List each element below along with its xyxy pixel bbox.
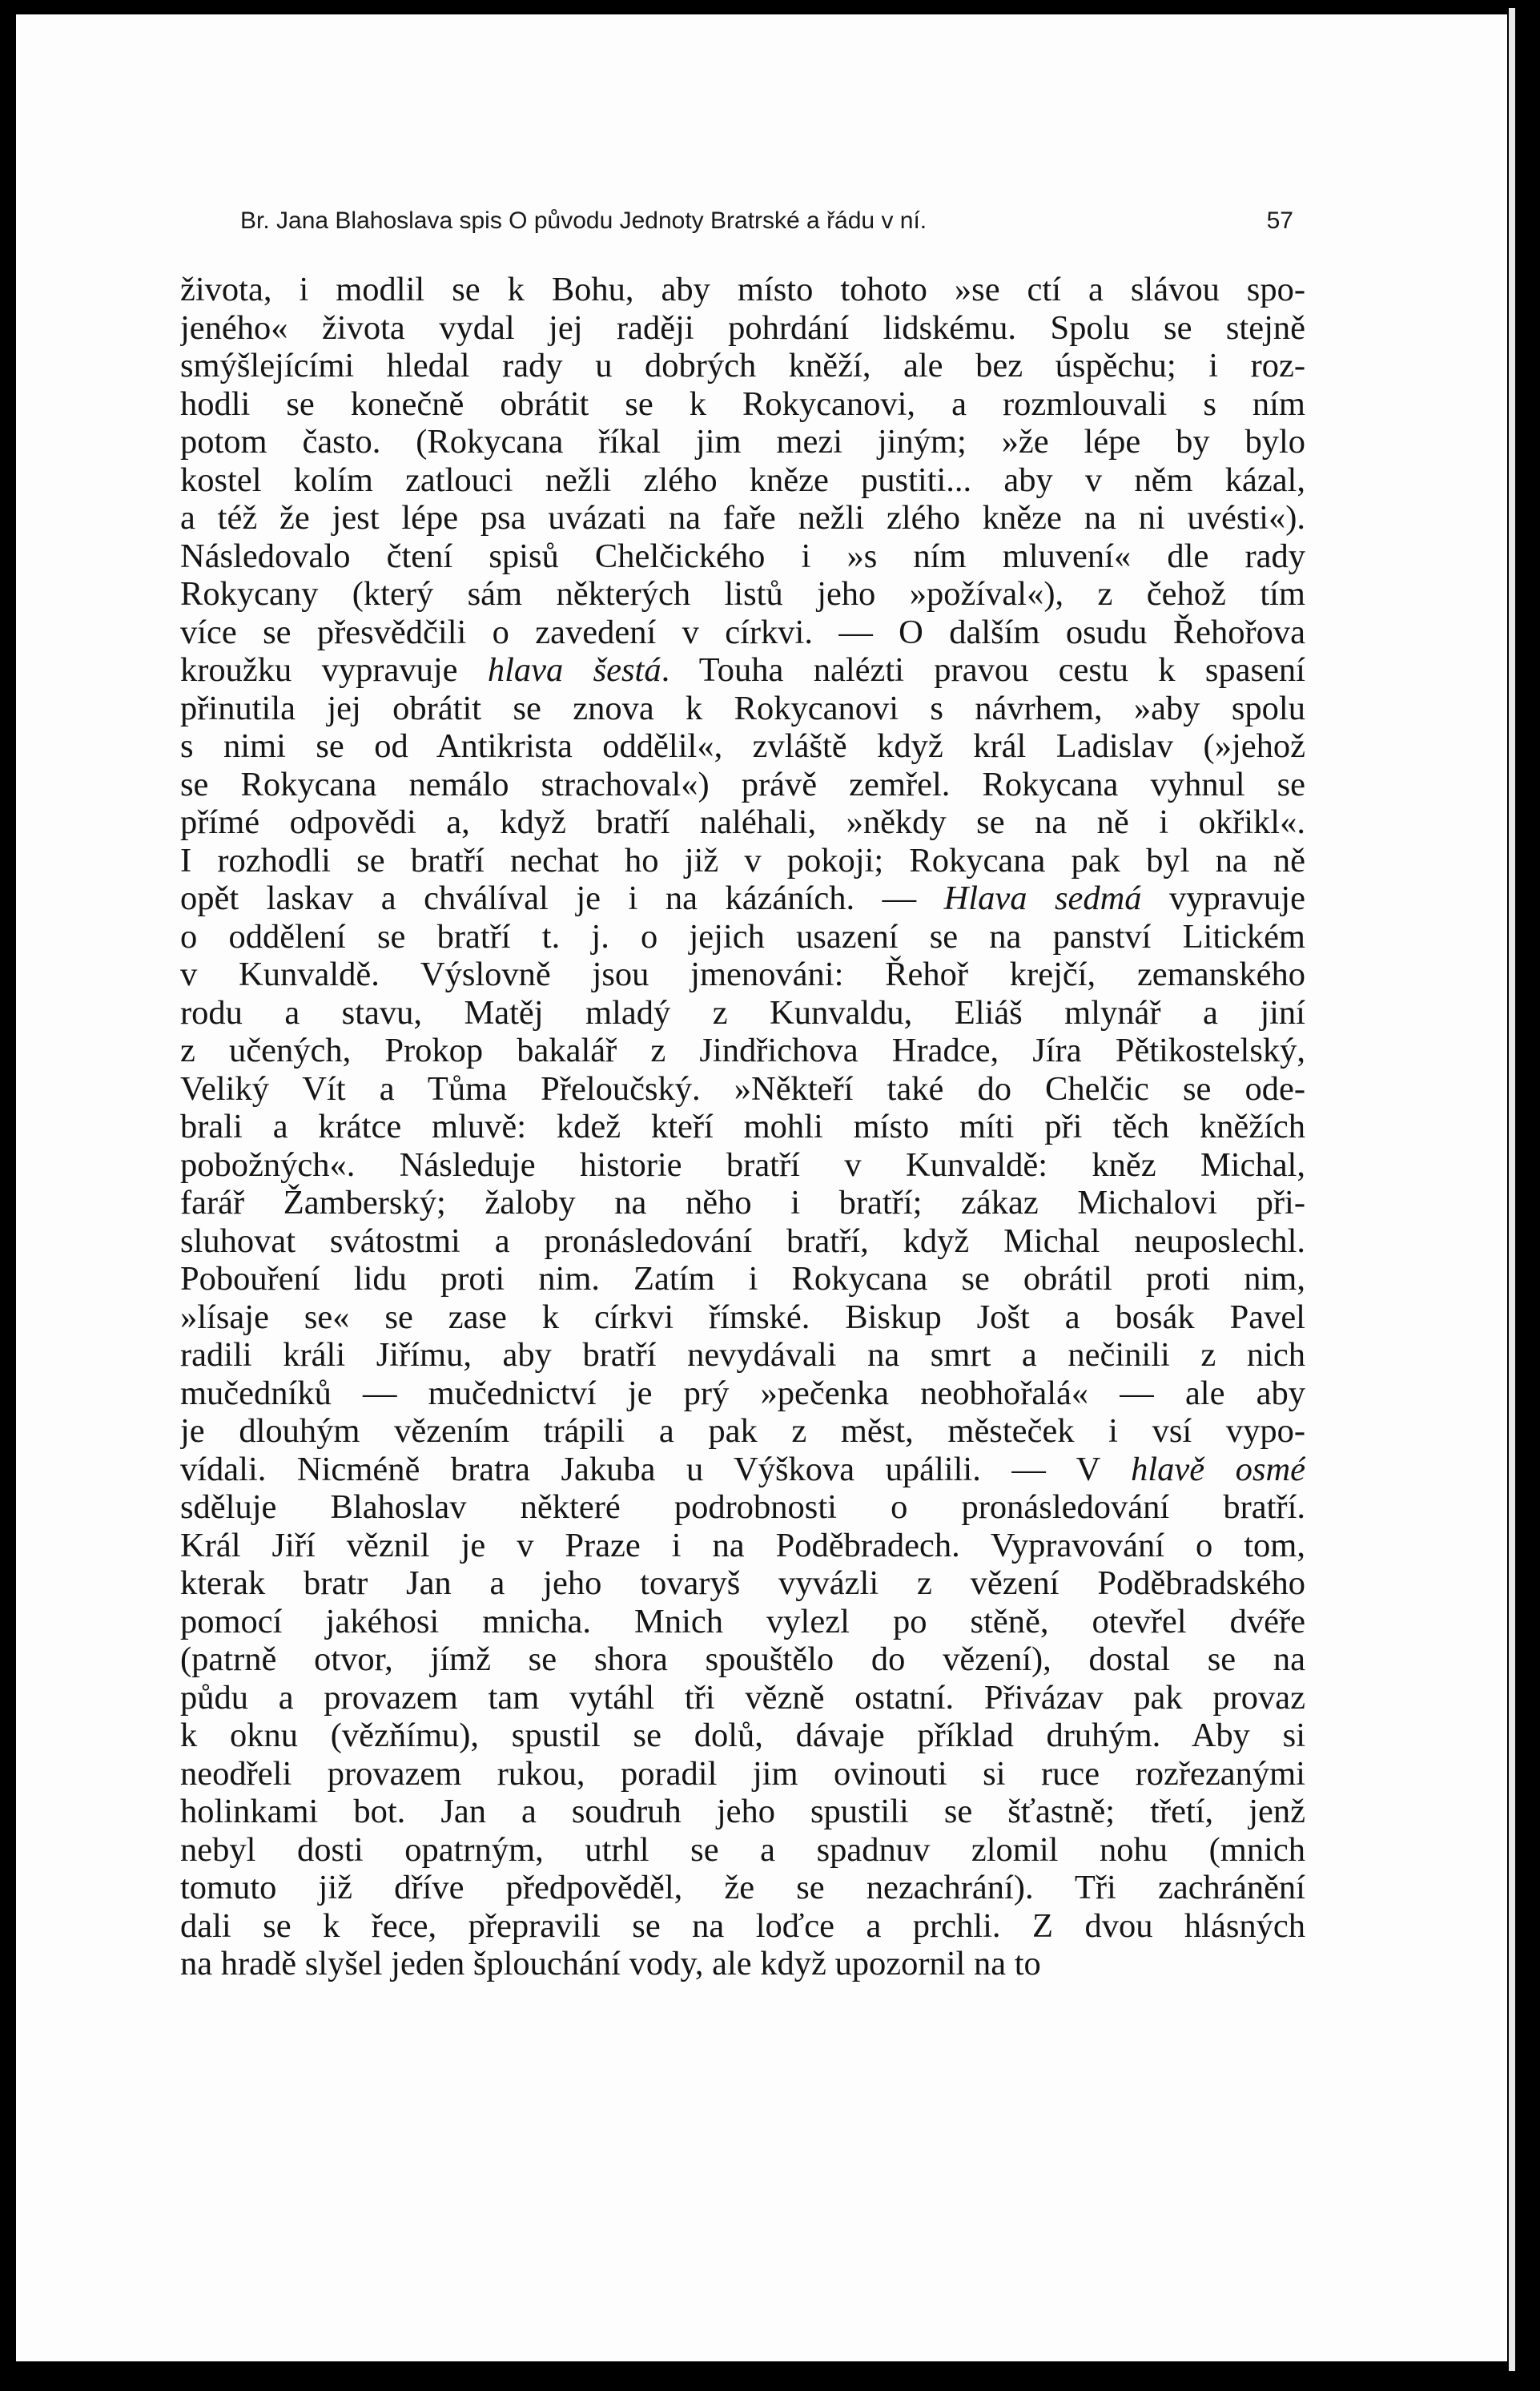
text-run: Král Jiří věznil je v Praze i na Poděbradech. Vypravování o tom, <box>180 1526 1305 1564</box>
text-run: života, i modlil se k Bohu, aby místo tohoto »se ctí a slávou spo- <box>180 271 1305 308</box>
text-line <box>180 803 1305 842</box>
text-run: vídali. Nicméně bratra Jakuba u Výškova upálili. — V <box>180 1450 1132 1488</box>
text-run: Pobouření lidu proti nim. Zatím i Rokycana se obrátil proti nim, <box>180 1260 1305 1298</box>
text-run: kroužku vypravuje <box>180 651 488 689</box>
text-line <box>180 1755 1305 1793</box>
text-line <box>180 842 1305 880</box>
text-line <box>180 423 1305 461</box>
text-run: na hradě slyšel jeden šplouchání vody, ale když upozornil na to <box>180 1945 1041 1982</box>
text-run: a též že jest lépe psa uvázati na faře nežli zlého kněze na ni uvésti«). <box>180 499 1305 537</box>
text-line <box>180 1488 1305 1527</box>
text-run: o oddělení se bratří t. j. o jejich usazení se na panství Litickém <box>180 917 1305 956</box>
text-run: smýšlejícími hledal rady u dobrých kněží, ale bez úspěchu; i roz- <box>180 347 1305 384</box>
text-run: přímé odpovědi a, když bratří naléhali, »někdy se na ně i okřikl«. <box>180 803 1305 841</box>
text-run: se Rokycana nemálo strachoval«) právě zemřel. Rokycana vyhnul se <box>180 765 1305 803</box>
text-run: brali a krátce mluvě: kdež kteří mohli místo míti při těch kněžích <box>180 1108 1305 1145</box>
running-title: Br. Jana Blahoslava spis O původu Jednoty Bratrské a řádu v ní. <box>240 207 927 234</box>
text-line <box>180 1032 1305 1070</box>
text-run: rodu a stavu, Matěj mladý z Kunvaldu, Eliáš mlynář a jiní <box>180 993 1305 1032</box>
text-line <box>180 309 1305 348</box>
text-line <box>180 994 1305 1032</box>
text-run: Následovalo čtení spisů Chelčického i »s ním mluvení« dle rady <box>180 537 1305 575</box>
page-edge <box>1509 8 1515 2371</box>
text-line <box>180 1375 1305 1413</box>
italic-reference: hlava šestá <box>487 651 661 689</box>
text-run: je dlouhým vězením trápili a pak z měst, městeček i vsí vypo- <box>180 1412 1305 1450</box>
text-run: půdu a provazem tam vytáhl tři vězně ostatní. Přivázav pak provaz <box>180 1678 1305 1717</box>
text-run: farář Žamberský; žaloby na něho i bratří; zákaz Michalovi při- <box>180 1184 1305 1222</box>
text-run: sluhovat svátostmi a pronásledování bratří, když Michal neuposlechl. <box>180 1222 1305 1260</box>
text-run: tomuto již dříve předpověděl, že se nezachrání). Tři zachránění <box>180 1869 1305 1906</box>
italic-reference: hlavě osmé <box>1131 1450 1305 1488</box>
text-line <box>180 1640 1305 1679</box>
text-line <box>180 1793 1305 1831</box>
text-run: neodřeli provazem rukou, poradil jim ovinouti si ruce rozřezanými <box>180 1754 1305 1793</box>
text-run: Rokycany (který sám některých listů jeho »požíval«), z čehož tím <box>180 575 1305 613</box>
text-line <box>180 347 1305 385</box>
italic-reference: Hlava sedmá <box>943 880 1142 917</box>
running-header <box>240 200 1293 242</box>
text-line <box>180 499 1305 537</box>
text-line <box>180 651 1305 690</box>
text-run: v Kunvaldě. Výslovně jsou jmenováni: Řehoř krejčí, zemanského <box>180 956 1305 993</box>
text-run: kostel kolím zatlouci nežli zlého kněze pustiti... aby v něm kázal, <box>180 461 1305 499</box>
text-run: »lísaje se« se zase k církvi římské. Biskup Jošt a bosák Pavel <box>180 1298 1305 1336</box>
text-line <box>180 1298 1305 1337</box>
text-run: vypravuje <box>1141 880 1305 917</box>
text-run: Veliký Vít a Tůma Přeloučský. »Někteří také do Chelčic se ode- <box>180 1069 1305 1108</box>
text-run: kterak bratr Jan a jeho tovaryš vyvázli z vězení Poděbradského <box>180 1564 1305 1602</box>
text-run: opět laskav a chválíval je i na kázáních. — <box>180 880 944 917</box>
text-line <box>180 1146 1305 1185</box>
text-line <box>180 1527 1305 1565</box>
text-run: více se přesvědčili o zavedení v církvi. — O dalším osudu Řehořova <box>180 613 1305 651</box>
text-run: dali se k řece, přepravili se na loďce a prchli. Z dvou hlásných <box>180 1906 1305 1945</box>
text-line <box>180 880 1305 918</box>
text-run: přinutila jej obrátit se znova k Rokycanovi s návrhem, »aby spolu <box>180 689 1305 727</box>
text-line <box>180 1336 1305 1375</box>
text-line <box>180 1070 1305 1109</box>
text-line <box>180 1222 1305 1261</box>
body-text <box>180 271 1305 1983</box>
text-line <box>180 537 1305 576</box>
text-run: holinkami bot. Jan a soudruh jeho spustili se šťastně; třetí, jenž <box>180 1793 1305 1830</box>
text-line <box>180 1108 1305 1146</box>
text-line <box>180 385 1305 424</box>
text-run: z učených, Prokop bakalář z Jindřichova Hradce, Jíra Pětikostelský, <box>180 1032 1305 1069</box>
text-run: s nimi se od Antikrista oddělil«, zvláště když král Ladislav (»jehož <box>180 727 1305 765</box>
text-line <box>180 918 1305 956</box>
text-run: jeného« života vydal jej raději pohrdání lidskému. Spolu se stejně <box>180 308 1305 347</box>
text-run: hodli se konečně obrátit se k Rokycanovi, a rozmlouvali s ním <box>180 384 1305 423</box>
text-line <box>180 614 1305 652</box>
text-line <box>180 1869 1305 1907</box>
text-run: pomocí jakéhosi mnicha. Mnich vylezl po stěně, otevřel dvéře <box>180 1602 1305 1640</box>
text-line <box>180 1260 1305 1298</box>
text-line <box>180 727 1305 766</box>
text-line <box>180 690 1305 728</box>
text-run: sděluje Blahoslav některé podrobnosti o pronásledování bratří. <box>180 1488 1305 1526</box>
text-run: mučedníků — mučednictví je prý »pečenka neobhořalá« — ale aby <box>180 1374 1305 1412</box>
text-line <box>180 271 1305 309</box>
text-line <box>180 1451 1305 1489</box>
text-line <box>180 1831 1305 1870</box>
text-run: potom často. (Rokycana říkal jim mezi jiným; »že lépe by bylo <box>180 423 1305 461</box>
text-line <box>180 575 1305 614</box>
text-run: . Touha nalézti pravou cestu k spasení <box>661 651 1305 689</box>
text-run: pobožných«. Následuje historie bratří v Kunvaldě: kněz Michal, <box>180 1145 1305 1184</box>
text-run: k oknu (vězňímu), spustil se dolů, dávaje příklad druhým. Aby si <box>180 1717 1305 1754</box>
text-line <box>180 1679 1305 1717</box>
text-run: radili králi Jiřímu, aby bratří nevydávali na smrt a nečinili z nich <box>180 1336 1305 1374</box>
page-number: 57 <box>1266 207 1293 234</box>
text-line <box>180 956 1305 994</box>
text-line <box>180 1564 1305 1603</box>
text-line <box>180 1184 1305 1222</box>
text-line <box>180 1412 1305 1451</box>
text-line <box>180 766 1305 804</box>
text-run: (patrně otvor, jímž se shora spouštělo do vězení), dostal se na <box>180 1640 1305 1678</box>
text-line <box>180 1907 1305 1946</box>
text-run: I rozhodli se bratří nechat ho již v pokoji; Rokycana pak byl na ně <box>180 841 1305 880</box>
text-line <box>180 1717 1305 1755</box>
text-line <box>180 461 1305 500</box>
text-line <box>180 1945 1305 1983</box>
text-line <box>180 1603 1305 1641</box>
text-run: nebyl dosti opatrným, utrhl se a spadnuv zlomil nohu (mnich <box>180 1830 1305 1869</box>
